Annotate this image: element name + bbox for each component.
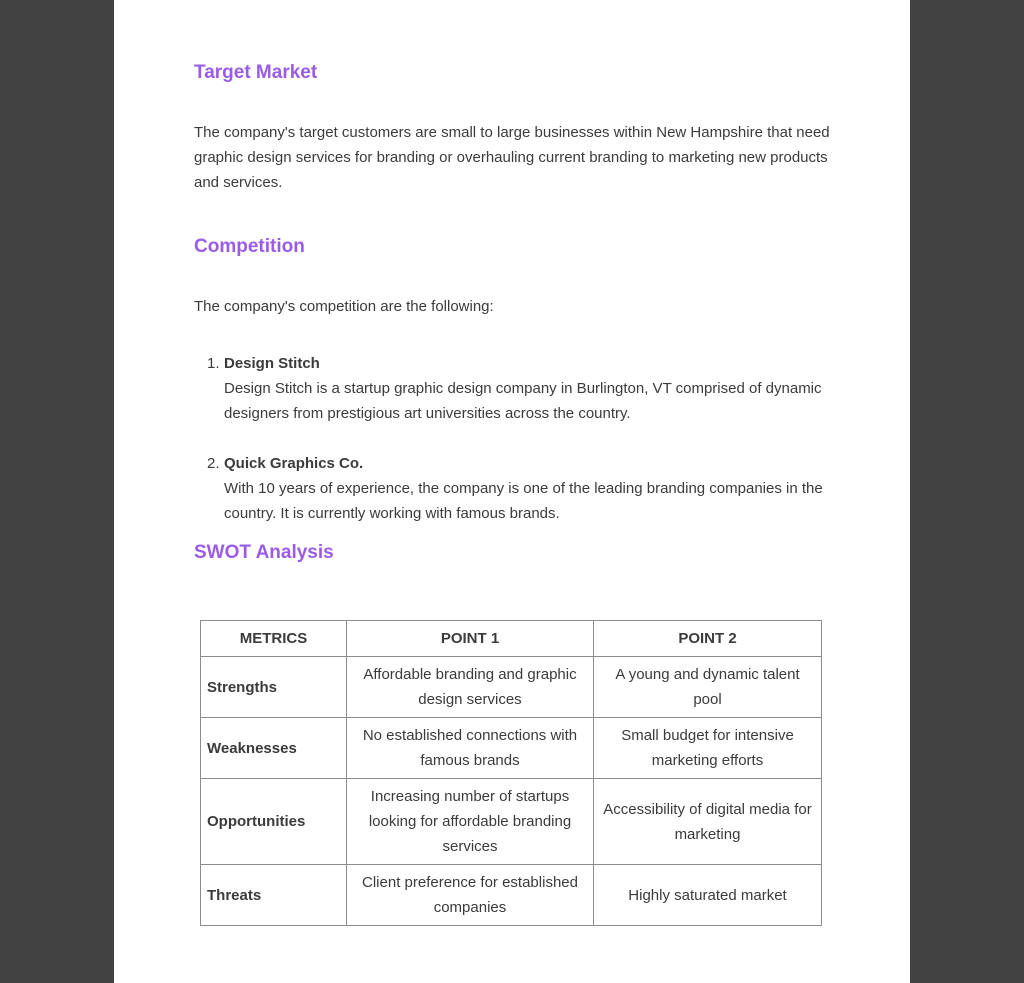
table-row-weaknesses bbox=[201, 718, 822, 779]
point2-cell: A young and dynamic talent pool bbox=[594, 657, 822, 718]
point2-cell: Accessibility of digital media for marketing bbox=[594, 779, 822, 865]
table-header-row bbox=[201, 621, 822, 657]
competitor-name: Quick Graphics Co. bbox=[224, 455, 364, 472]
list-item-body bbox=[224, 351, 830, 426]
list-item bbox=[207, 351, 830, 426]
table-row-threats bbox=[201, 865, 822, 926]
competitor-list bbox=[207, 351, 830, 526]
column-header-metrics: METRICS bbox=[201, 621, 347, 657]
heading-swot-analysis: SWOT Analysis bbox=[194, 542, 334, 563]
list-item-number: 1. bbox=[207, 355, 220, 372]
metric-label: Weaknesses bbox=[201, 718, 347, 779]
document-page bbox=[114, 0, 910, 983]
column-header-point1: POINT 1 bbox=[347, 621, 594, 657]
competitor-description: With 10 years of experience, the company is one of the leading branding companies in the country. It is currently working with famous brands. bbox=[224, 480, 823, 522]
point1-cell: No established connections with famous brands bbox=[347, 718, 594, 779]
competitor-name: Design Stitch bbox=[224, 355, 320, 372]
metric-label: Threats bbox=[201, 865, 347, 926]
heading-competition: Competition bbox=[194, 236, 305, 257]
metric-label: Strengths bbox=[201, 657, 347, 718]
point1-cell: Client preference for established companies bbox=[347, 865, 594, 926]
list-item bbox=[207, 451, 830, 526]
column-header-point2: POINT 2 bbox=[594, 621, 822, 657]
point1-cell: Increasing number of startups looking for affordable branding services bbox=[347, 779, 594, 865]
competitor-description: Design Stitch is a startup graphic design company in Burlington, VT comprised of dynamic designers from prestigious art universities across the country. bbox=[224, 380, 822, 422]
point2-cell: Highly saturated market bbox=[594, 865, 822, 926]
target-market-paragraph: The company's target customers are small to large businesses within New Hampshire that need graphic design services for branding or overhauling current branding to marketing new products and services. bbox=[194, 124, 830, 191]
competition-intro-paragraph: The company's competition are the following: bbox=[194, 298, 494, 315]
metric-label: Opportunities bbox=[201, 779, 347, 865]
point1-cell: Affordable branding and graphic design services bbox=[347, 657, 594, 718]
point2-cell: Small budget for intensive marketing efforts bbox=[594, 718, 822, 779]
page-content bbox=[114, 0, 910, 926]
list-item-body bbox=[224, 451, 830, 526]
swot-table bbox=[200, 620, 822, 926]
list-item-number: 2. bbox=[207, 455, 220, 472]
table-row-opportunities bbox=[201, 779, 822, 865]
heading-target-market: Target Market bbox=[194, 62, 318, 83]
table-row-strengths bbox=[201, 657, 822, 718]
